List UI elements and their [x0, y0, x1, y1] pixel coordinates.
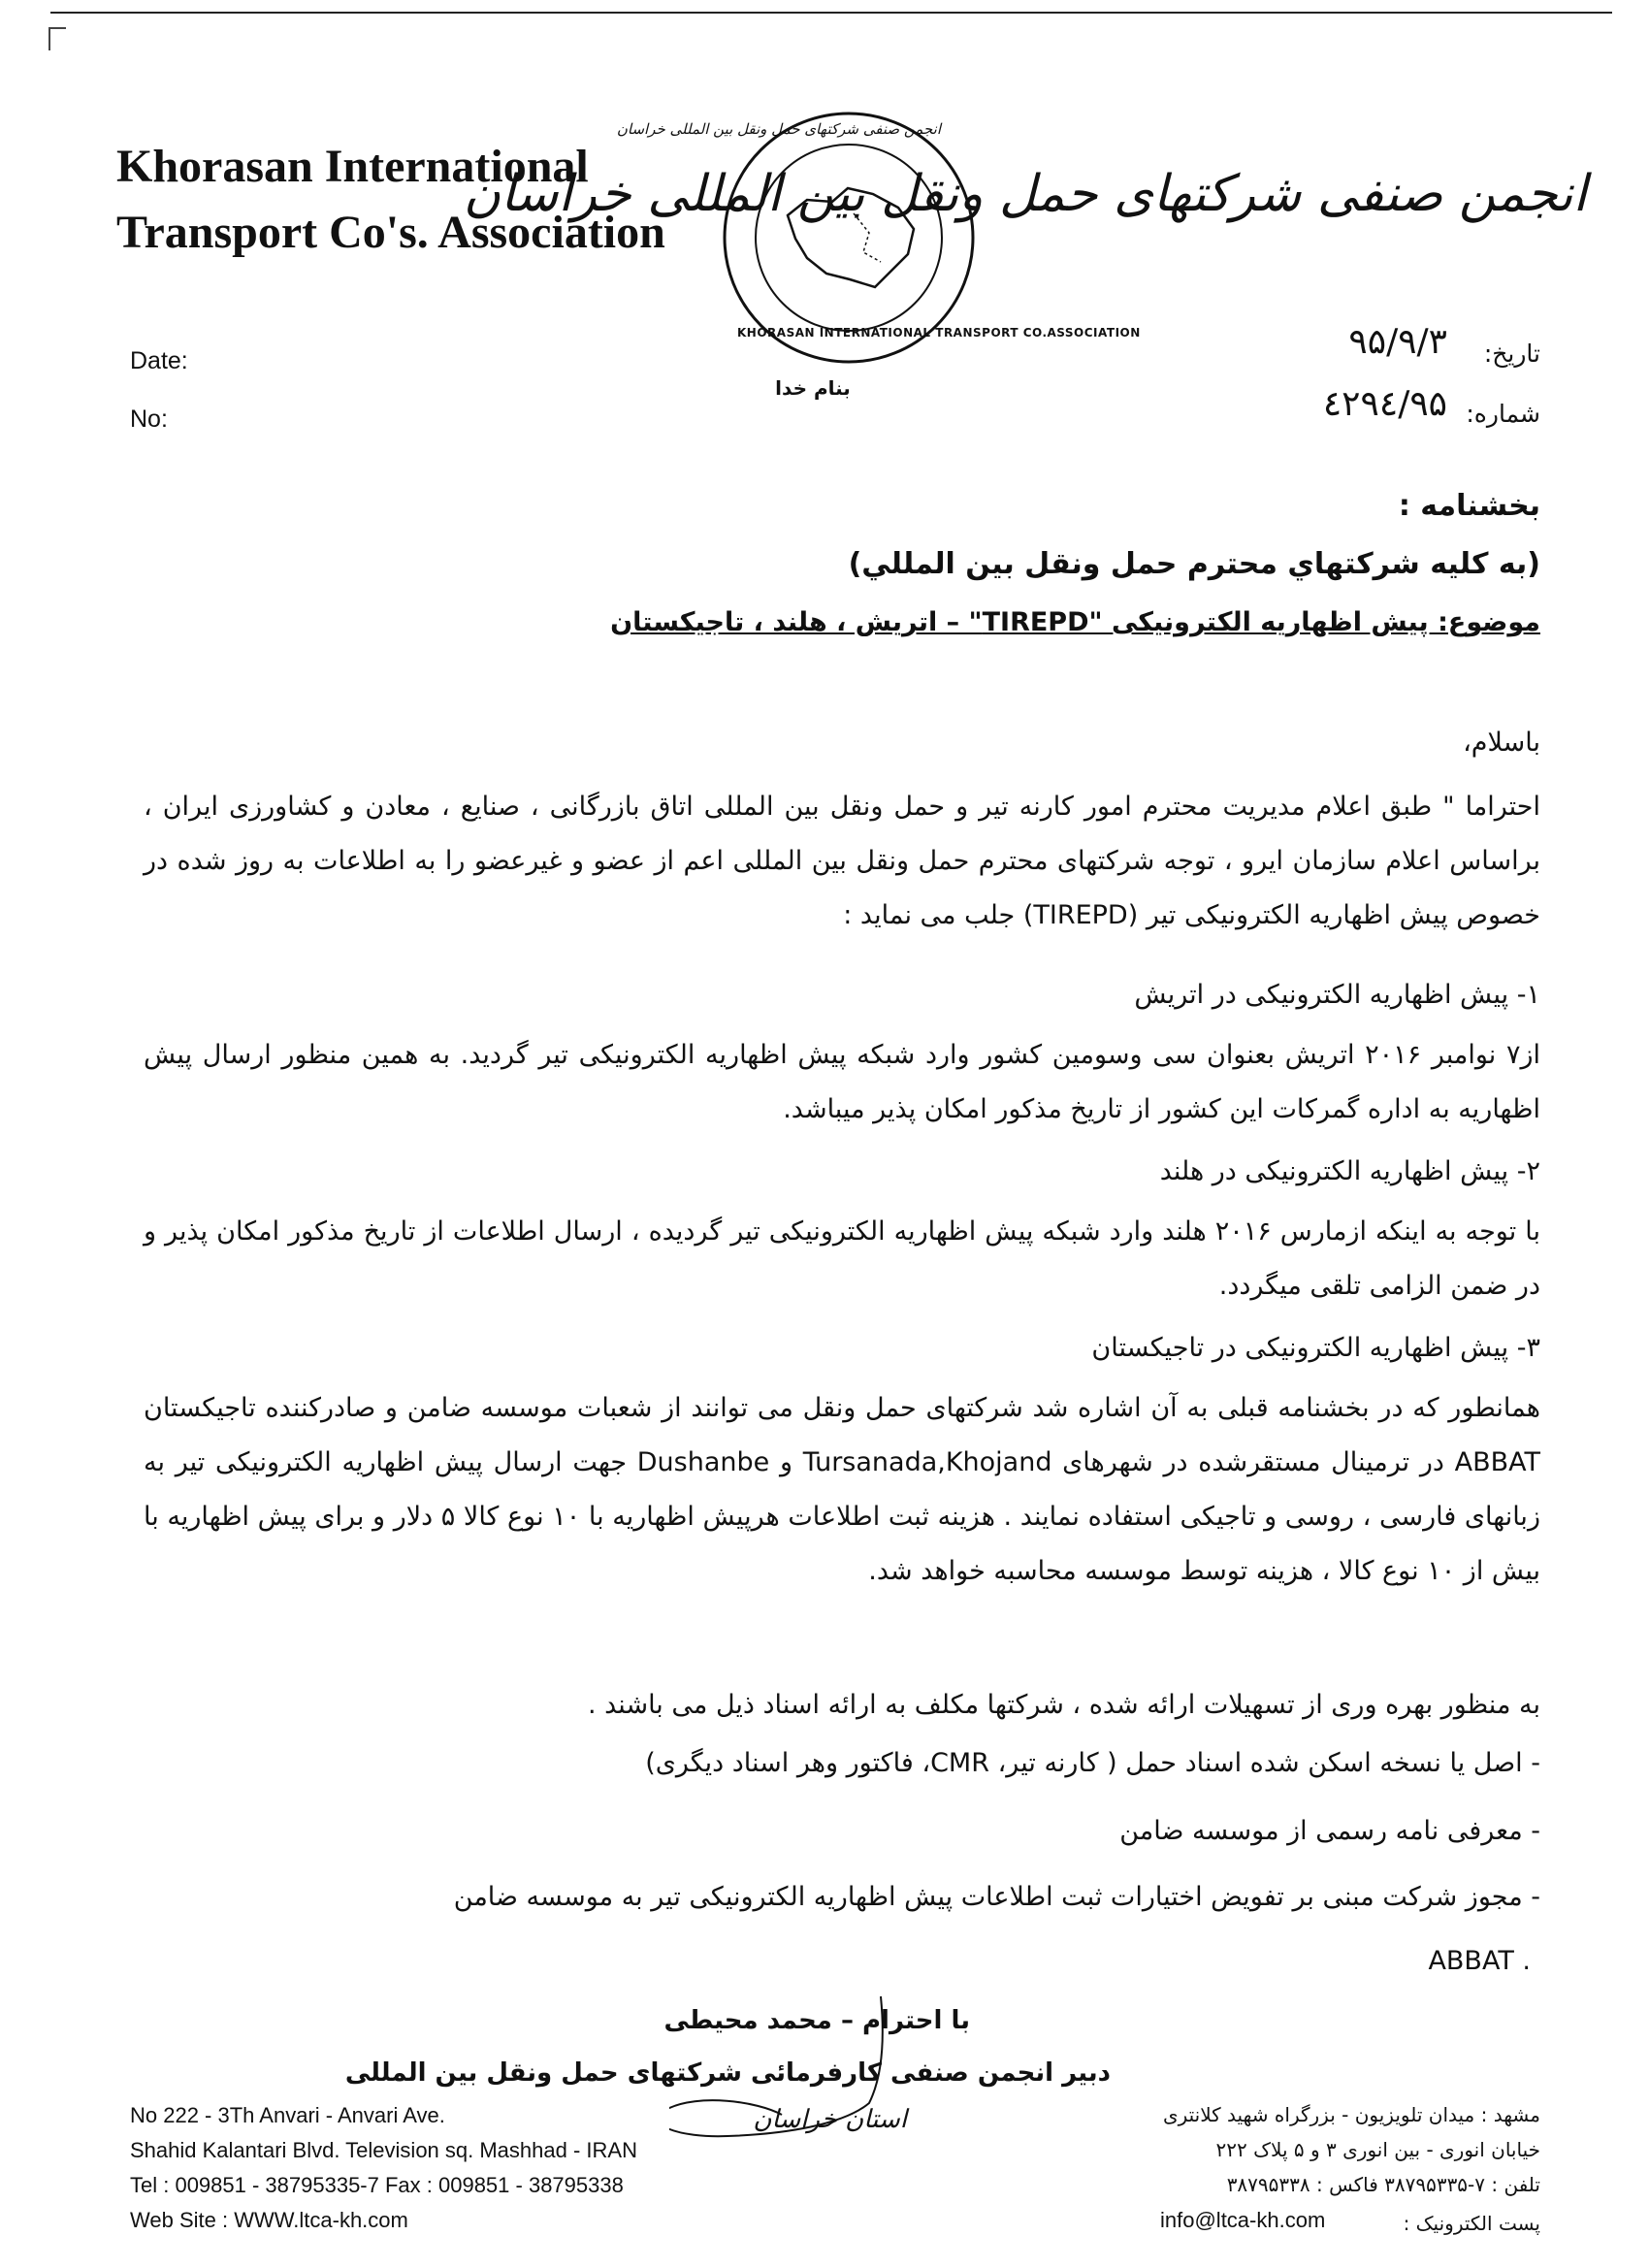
- footer-email[interactable]: info@ltca-kh.com: [1160, 2208, 1326, 2232]
- document-item-2: - معرفی نامه رسمی از موسسه ضامن: [1119, 1816, 1540, 1846]
- signature-name: با احترام – محمد محیطی: [663, 2006, 970, 2035]
- section-1-body: از۷ نوامبر ۲۰۱۶ اتریش بعنوان سی وسومین کشور وارد شبکه پیش اظهاریه الکترونیکی تیر گردید. به همین منظور ارسال پیش اظهاریه به اداره گمرکات این کشور از تاریخ مذکور امکان پذیر میباشد.: [144, 1040, 1541, 1124]
- signature-province: استان خراسان: [753, 2105, 907, 2134]
- document-item-3: - مجوز شرکت مبنی بر تفویض اختیارات ثبت اطلاعات پیش اظهاریه الکترونیکی تیر به موسسه ضامن: [453, 1882, 1540, 1912]
- seal-fa-text: انجمن صنفی شرکتهای حمل ونقل بین المللی خراسان: [616, 120, 941, 138]
- footer-address-en-1: No 222 - 3Th Anvari - Anvari Ave.: [130, 2103, 445, 2127]
- signature-title: دبیر انجمن صنفی کارفرمائی شرکتهای حمل ونقل بین المللی: [344, 2058, 1111, 2088]
- letter-type: بخشنامه :: [1398, 489, 1540, 523]
- seal-ring-text: KHORASAN INTERNATIONAL TRANSPORT CO.ASSOCIATION: [737, 326, 1141, 340]
- footer-address-fa-1: مشهد : میدان تلویزیون - بزرگراه شهید کلانتری: [1162, 2103, 1540, 2126]
- intro-paragraph: احتراما " طبق اعلام مدیریت محترم امور کارنه تیر و حمل ونقل بین المللی اتاق بازرگانی ، صنایع ، معادن و کشاورزی ایران ، براساس اعلام سازمان ایرو ، توجه شرکتهای محترم حمل ونقل بین المللی اعم از عضو و غیرعضو را به اطلاعات به روز شده در خصوص پیش اظهاریه الکترونیکی تیر (TIREPD) جلب می نماید :: [144, 792, 1540, 930]
- basmala: بنام خدا: [775, 376, 851, 400]
- number-value: ۹۵/٤۲۹٤: [1322, 384, 1447, 424]
- footer-email-label: پست الکترونیک :: [1403, 2212, 1540, 2235]
- handwritten-signature: [669, 1979, 922, 2154]
- org-name-en-line1: Khorasan International: [116, 141, 589, 192]
- letter-subject: موضوع: پیش اظهاریه الکترونیکی "TIREPD" – اتریش ، هلند ، تاجیکستان: [610, 607, 1540, 637]
- top-border-line: [50, 12, 1612, 14]
- greeting: باسلام،: [1463, 728, 1540, 758]
- section-3-title: ۳- پیش اظهاریه الکترونیکی در تاجیکستان: [1091, 1333, 1540, 1363]
- date-label-en: Date:: [130, 347, 188, 374]
- association-seal-logo: [616, 107, 1141, 369]
- number-label-en: No:: [130, 405, 168, 433]
- date-label-fa: تاریخ:: [1483, 340, 1540, 368]
- corner-mark: [48, 27, 66, 50]
- org-name-fa: انجمن صنفی شرکتهای حمل ونقل بین المللی خراسان: [463, 165, 1587, 223]
- section-2-body: با توجه به اینکه ازمارس ۲۰۱۶ هلند وارد شبکه پیش اظهاریه الکترونیکی تیر گردیده ، ارسال اطلاعات از تاریخ مذکور امکان پذیر و در ضمن الزامی تلقی میگردد.: [144, 1216, 1540, 1301]
- signature-scribble-icon: [669, 1979, 922, 2154]
- letter-recipient: (به کلیه شرکتهاي محترم حمل ونقل بین المللي): [848, 547, 1540, 581]
- footer-address-fa-2: خیابان انوری - بین انوری ۳ و ۵ پلاک ۲۲۲: [1215, 2138, 1540, 2161]
- footer-phone-fa: تلفن : ۷-۳۸۷۹۵۳۳۵ فاکس : ۳۸۷۹۵۳۳۸: [1226, 2173, 1540, 2196]
- footer-website[interactable]: Web Site : WWW.ltca-kh.com: [130, 2208, 408, 2232]
- section-1-title: ۱- پیش اظهاریه الکترونیکی در اتریش: [1134, 980, 1540, 1010]
- document-item-3-cont: . ABBAT: [1428, 1946, 1531, 1976]
- number-label-fa: شماره:: [1466, 400, 1540, 428]
- footer-phone-en: Tel : 009851 - 38795335-7 Fax : 009851 - 38795338: [130, 2173, 624, 2197]
- section-3-body: همانطور که در بخشنامه قبلی به آن اشاره شد شرکتهای حمل ونقل می توانند از شعبات موسسه ضامن و صادرکننده تاجیکستان ABBAT در ترمینال مستقرشده در شهرهای Tursanada,Khojand و Dushanbe جهت ارسال پیش اظهاریه الکترونیکی تیر به زبانهای فارسی ، روسی و تاجیکی استفاده نمایند . هزینه ثبت اطلاعات هرپیش اظهاریه با ۱۰ نوع کالا ۵ دلار و برای پیش اظهاریه با بیش از ۱۰ نوع کالا ، هزینه توسط موسسه محاسبه خواهد شد.: [144, 1393, 1540, 1586]
- date-value: ۹۵/۹/۳: [1348, 322, 1447, 362]
- document-item-1: - اصل یا نسخه اسکن شده اسناد حمل ( کارنه تیر، CMR، فاکتور وهر اسناد دیگری): [645, 1748, 1540, 1778]
- org-name-en-line2: Transport Co's. Association: [116, 207, 665, 258]
- footer-address-en-2: Shahid Kalantari Blvd. Television sq. Mashhad - IRAN: [130, 2138, 637, 2162]
- section-2-title: ۲- پیش اظهاریه الکترونیکی در هلند: [1159, 1156, 1540, 1186]
- documents-intro: به منظور بهره وری از تسهیلات ارائه شده ، شرکتها مکلف به ارائه اسناد ذیل می باشند .: [587, 1690, 1540, 1720]
